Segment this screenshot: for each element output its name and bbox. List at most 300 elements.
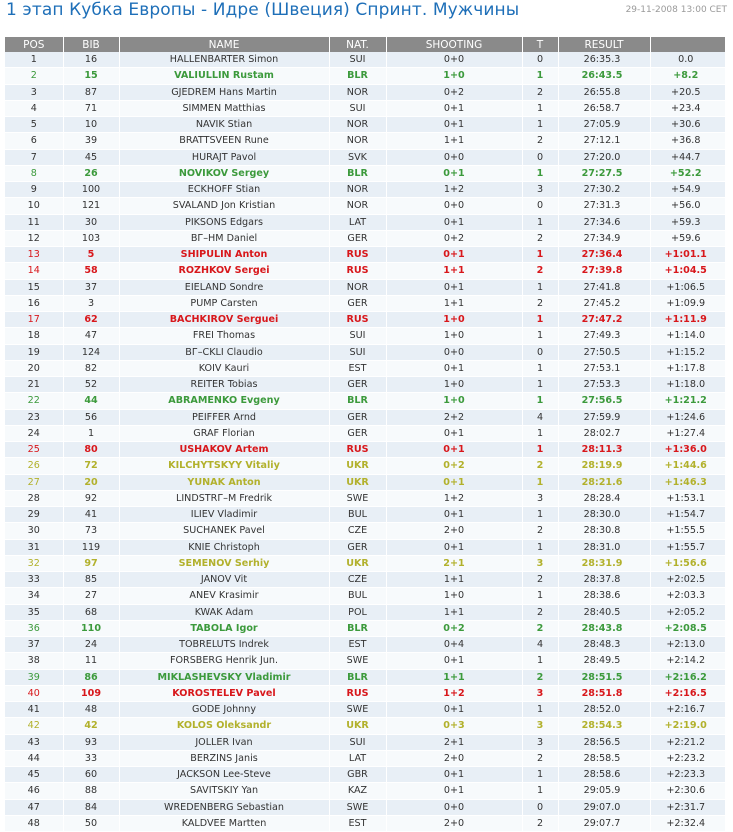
cell-result: 27:31.3 bbox=[558, 198, 650, 214]
cell-bib: 42 bbox=[63, 718, 119, 734]
cell-t: 1 bbox=[522, 442, 558, 458]
cell-result: 27:30.2 bbox=[558, 182, 650, 198]
cell-shooting: 2+0 bbox=[386, 523, 522, 539]
table-row bbox=[5, 165, 725, 181]
cell-bib: 15 bbox=[63, 68, 119, 84]
cell-name: GODE Johnny bbox=[119, 702, 329, 718]
race-date: 29-11-2008 13:00 CET bbox=[625, 5, 727, 15]
cell-shooting: 0+1 bbox=[386, 279, 522, 295]
cell-nat: RUS bbox=[329, 312, 386, 328]
cell-nat: SUI bbox=[329, 100, 386, 116]
cell-gap: +2:02.5 bbox=[650, 572, 725, 588]
table-row bbox=[5, 52, 725, 68]
cell-gap: +2:32.4 bbox=[650, 815, 725, 831]
cell-nat: SUI bbox=[329, 734, 386, 750]
cell-nat: SWE bbox=[329, 653, 386, 669]
table-row bbox=[5, 279, 725, 295]
cell-gap: +1:24.6 bbox=[650, 409, 725, 425]
cell-result: 28:58.5 bbox=[558, 750, 650, 766]
cell-result: 27:47.2 bbox=[558, 312, 650, 328]
cell-nat: BLR bbox=[329, 68, 386, 84]
cell-gap: +2:16.7 bbox=[650, 702, 725, 718]
cell-pos: 15 bbox=[5, 279, 63, 295]
table-row bbox=[5, 377, 725, 393]
cell-name: ROZHKOV Sergei bbox=[119, 263, 329, 279]
cell-t: 2 bbox=[522, 133, 558, 149]
cell-gap: +2:23.2 bbox=[650, 750, 725, 766]
table-row bbox=[5, 783, 725, 799]
table-row bbox=[5, 117, 725, 133]
cell-result: 28:51.8 bbox=[558, 685, 650, 701]
cell-name: SEMENOV Serhiy bbox=[119, 555, 329, 571]
col-header-result[interactable]: RESULT bbox=[558, 37, 650, 52]
cell-shooting: 2+1 bbox=[386, 734, 522, 750]
cell-nat: KAZ bbox=[329, 783, 386, 799]
cell-shooting: 0+2 bbox=[386, 84, 522, 100]
cell-name: JOLLER Ivan bbox=[119, 734, 329, 750]
cell-t: 3 bbox=[522, 685, 558, 701]
cell-nat: POL bbox=[329, 604, 386, 620]
cell-gap: +2:08.5 bbox=[650, 620, 725, 636]
cell-shooting: 1+0 bbox=[386, 68, 522, 84]
cell-bib: 71 bbox=[63, 100, 119, 116]
cell-name: HALLENBARTER Simon bbox=[119, 52, 329, 68]
cell-gap: +1:11.9 bbox=[650, 312, 725, 328]
cell-name: LINDSTRГ–M Fredrik bbox=[119, 490, 329, 506]
cell-gap: +1:27.4 bbox=[650, 425, 725, 441]
cell-nat: NOR bbox=[329, 182, 386, 198]
cell-shooting: 1+2 bbox=[386, 182, 522, 198]
cell-shooting: 1+0 bbox=[386, 588, 522, 604]
cell-nat: LAT bbox=[329, 214, 386, 230]
cell-shooting: 1+2 bbox=[386, 490, 522, 506]
col-header-name[interactable]: NAME bbox=[119, 37, 329, 52]
cell-name: NOVIKOV Sergey bbox=[119, 165, 329, 181]
cell-t: 1 bbox=[522, 312, 558, 328]
cell-shooting: 0+1 bbox=[386, 165, 522, 181]
cell-bib: 20 bbox=[63, 474, 119, 490]
cell-name: ВГ–НМ Daniel bbox=[119, 230, 329, 246]
cell-nat: SUI bbox=[329, 344, 386, 360]
cell-t: 3 bbox=[522, 555, 558, 571]
cell-result: 28:56.5 bbox=[558, 734, 650, 750]
cell-shooting: 2+1 bbox=[386, 555, 522, 571]
cell-result: 28:48.3 bbox=[558, 637, 650, 653]
cell-t: 1 bbox=[522, 393, 558, 409]
cell-shooting: 0+1 bbox=[386, 702, 522, 718]
cell-bib: 33 bbox=[63, 750, 119, 766]
cell-shooting: 1+1 bbox=[386, 263, 522, 279]
cell-t: 2 bbox=[522, 815, 558, 831]
cell-t: 1 bbox=[522, 117, 558, 133]
cell-result: 27:45.2 bbox=[558, 295, 650, 311]
cell-name: FREI Thomas bbox=[119, 328, 329, 344]
cell-pos: 27 bbox=[5, 474, 63, 490]
cell-shooting: 0+0 bbox=[386, 149, 522, 165]
cell-shooting: 0+1 bbox=[386, 117, 522, 133]
cell-t: 4 bbox=[522, 637, 558, 653]
cell-nat: BLR bbox=[329, 165, 386, 181]
cell-gap: +30.6 bbox=[650, 117, 725, 133]
cell-pos: 18 bbox=[5, 328, 63, 344]
cell-name: JANOV Vit bbox=[119, 572, 329, 588]
cell-gap: 0.0 bbox=[650, 52, 725, 68]
cell-shooting: 0+0 bbox=[386, 344, 522, 360]
cell-pos: 13 bbox=[5, 247, 63, 263]
cell-shooting: 0+2 bbox=[386, 620, 522, 636]
cell-result: 28:52.0 bbox=[558, 702, 650, 718]
cell-result: 26:43.5 bbox=[558, 68, 650, 84]
cell-shooting: 0+4 bbox=[386, 637, 522, 653]
cell-name: ВГ–CKLI Claudio bbox=[119, 344, 329, 360]
table-header-row bbox=[5, 37, 725, 52]
cell-nat: SWE bbox=[329, 490, 386, 506]
cell-nat: GER bbox=[329, 377, 386, 393]
cell-nat: NOR bbox=[329, 198, 386, 214]
cell-result: 26:35.3 bbox=[558, 52, 650, 68]
cell-bib: 30 bbox=[63, 214, 119, 230]
cell-result: 29:07.0 bbox=[558, 799, 650, 815]
col-header-nat[interactable]: NAT. bbox=[329, 37, 386, 52]
cell-shooting: 0+2 bbox=[386, 458, 522, 474]
cell-t: 2 bbox=[522, 295, 558, 311]
cell-name: GJEDREM Hans Martin bbox=[119, 84, 329, 100]
cell-name: KALDVEE Martten bbox=[119, 815, 329, 831]
cell-t: 0 bbox=[522, 344, 558, 360]
cell-pos: 36 bbox=[5, 620, 63, 636]
table-row bbox=[5, 198, 725, 214]
cell-t: 4 bbox=[522, 409, 558, 425]
cell-name: SHIPULIN Anton bbox=[119, 247, 329, 263]
cell-result: 28:19.9 bbox=[558, 458, 650, 474]
cell-t: 3 bbox=[522, 182, 558, 198]
cell-bib: 84 bbox=[63, 799, 119, 815]
cell-name: REITER Tobias bbox=[119, 377, 329, 393]
cell-bib: 41 bbox=[63, 507, 119, 523]
cell-name: SVALAND Jon Kristian bbox=[119, 198, 329, 214]
cell-bib: 82 bbox=[63, 360, 119, 376]
cell-name: VALIULLIN Rustam bbox=[119, 68, 329, 84]
cell-bib: 72 bbox=[63, 458, 119, 474]
cell-bib: 124 bbox=[63, 344, 119, 360]
cell-result: 27:39.8 bbox=[558, 263, 650, 279]
cell-gap: +20.5 bbox=[650, 84, 725, 100]
cell-nat: GER bbox=[329, 230, 386, 246]
cell-result: 28:31.0 bbox=[558, 539, 650, 555]
cell-nat: BUL bbox=[329, 507, 386, 523]
cell-pos: 28 bbox=[5, 490, 63, 506]
cell-gap: +2:16.5 bbox=[650, 685, 725, 701]
cell-t: 1 bbox=[522, 360, 558, 376]
cell-gap: +2:23.3 bbox=[650, 767, 725, 783]
cell-nat: BLR bbox=[329, 393, 386, 409]
table-row bbox=[5, 360, 725, 376]
cell-pos: 41 bbox=[5, 702, 63, 718]
col-header-shooting[interactable]: SHOOTING bbox=[386, 37, 522, 52]
cell-nat: SWE bbox=[329, 799, 386, 815]
cell-t: 2 bbox=[522, 669, 558, 685]
cell-result: 28:37.8 bbox=[558, 572, 650, 588]
cell-name: HURAJT Pavol bbox=[119, 149, 329, 165]
cell-pos: 45 bbox=[5, 767, 63, 783]
col-header-bib[interactable]: BIB bbox=[63, 37, 119, 52]
table-row bbox=[5, 588, 725, 604]
cell-name: JACKSON Lee-Steve bbox=[119, 767, 329, 783]
cell-result: 28:40.5 bbox=[558, 604, 650, 620]
cell-name: TOBRELUTS Indrek bbox=[119, 637, 329, 653]
cell-t: 1 bbox=[522, 767, 558, 783]
cell-gap: +1:01.1 bbox=[650, 247, 725, 263]
cell-pos: 48 bbox=[5, 815, 63, 831]
cell-bib: 39 bbox=[63, 133, 119, 149]
cell-pos: 20 bbox=[5, 360, 63, 376]
cell-t: 2 bbox=[522, 620, 558, 636]
cell-gap: +2:30.6 bbox=[650, 783, 725, 799]
cell-name: ABRAMENKO Evgeny bbox=[119, 393, 329, 409]
cell-bib: 97 bbox=[63, 555, 119, 571]
cell-result: 27:12.1 bbox=[558, 133, 650, 149]
cell-bib: 100 bbox=[63, 182, 119, 198]
cell-nat: GER bbox=[329, 409, 386, 425]
cell-result: 28:54.3 bbox=[558, 718, 650, 734]
cell-pos: 7 bbox=[5, 149, 63, 165]
cell-t: 1 bbox=[522, 165, 558, 181]
cell-t: 2 bbox=[522, 84, 558, 100]
cell-nat: UKR bbox=[329, 718, 386, 734]
cell-bib: 26 bbox=[63, 165, 119, 181]
cell-gap: +2:21.2 bbox=[650, 734, 725, 750]
cell-gap: +2:14.2 bbox=[650, 653, 725, 669]
cell-bib: 5 bbox=[63, 247, 119, 263]
cell-pos: 38 bbox=[5, 653, 63, 669]
table-row bbox=[5, 133, 725, 149]
cell-nat: UKR bbox=[329, 474, 386, 490]
cell-bib: 47 bbox=[63, 328, 119, 344]
cell-shooting: 2+2 bbox=[386, 409, 522, 425]
cell-nat: SUI bbox=[329, 52, 386, 68]
cell-result: 28:43.8 bbox=[558, 620, 650, 636]
table-row bbox=[5, 474, 725, 490]
table-row bbox=[5, 68, 725, 84]
cell-pos: 32 bbox=[5, 555, 63, 571]
cell-name: ILIEV Vladimir bbox=[119, 507, 329, 523]
cell-pos: 19 bbox=[5, 344, 63, 360]
cell-pos: 43 bbox=[5, 734, 63, 750]
table-row bbox=[5, 734, 725, 750]
cell-t: 3 bbox=[522, 734, 558, 750]
cell-t: 2 bbox=[522, 230, 558, 246]
cell-shooting: 0+0 bbox=[386, 799, 522, 815]
cell-pos: 31 bbox=[5, 539, 63, 555]
cell-gap: +1:09.9 bbox=[650, 295, 725, 311]
cell-bib: 58 bbox=[63, 263, 119, 279]
cell-shooting: 0+1 bbox=[386, 360, 522, 376]
col-header-t[interactable]: T bbox=[522, 37, 558, 52]
cell-gap: +1:55.5 bbox=[650, 523, 725, 539]
cell-shooting: 0+1 bbox=[386, 214, 522, 230]
page-header bbox=[4, 0, 729, 30]
cell-result: 28:58.6 bbox=[558, 767, 650, 783]
cell-gap: +59.6 bbox=[650, 230, 725, 246]
cell-t: 0 bbox=[522, 198, 558, 214]
cell-shooting: 0+1 bbox=[386, 653, 522, 669]
cell-result: 28:28.4 bbox=[558, 490, 650, 506]
cell-name: KOLOS Oleksandr bbox=[119, 718, 329, 734]
cell-result: 27:34.9 bbox=[558, 230, 650, 246]
cell-shooting: 1+0 bbox=[386, 312, 522, 328]
cell-pos: 22 bbox=[5, 393, 63, 409]
cell-shooting: 1+1 bbox=[386, 669, 522, 685]
cell-pos: 33 bbox=[5, 572, 63, 588]
cell-result: 28:30.0 bbox=[558, 507, 650, 523]
cell-gap: +1:36.0 bbox=[650, 442, 725, 458]
cell-name: ECKHOFF Stian bbox=[119, 182, 329, 198]
cell-t: 3 bbox=[522, 718, 558, 734]
cell-name: BACHKIROV Serguei bbox=[119, 312, 329, 328]
table-row bbox=[5, 685, 725, 701]
cell-result: 27:50.5 bbox=[558, 344, 650, 360]
cell-bib: 86 bbox=[63, 669, 119, 685]
cell-nat: UKR bbox=[329, 458, 386, 474]
cell-pos: 42 bbox=[5, 718, 63, 734]
cell-name: PUMP Carsten bbox=[119, 295, 329, 311]
cell-result: 28:51.5 bbox=[558, 669, 650, 685]
cell-shooting: 0+0 bbox=[386, 52, 522, 68]
cell-result: 27:27.5 bbox=[558, 165, 650, 181]
cell-result: 26:58.7 bbox=[558, 100, 650, 116]
cell-bib: 44 bbox=[63, 393, 119, 409]
cell-t: 1 bbox=[522, 279, 558, 295]
cell-shooting: 2+0 bbox=[386, 815, 522, 831]
cell-name: SAVITSKIY Yan bbox=[119, 783, 329, 799]
cell-bib: 60 bbox=[63, 767, 119, 783]
cell-nat: EST bbox=[329, 815, 386, 831]
cell-t: 0 bbox=[522, 52, 558, 68]
cell-name: SIMMEN Matthias bbox=[119, 100, 329, 116]
cell-pos: 12 bbox=[5, 230, 63, 246]
cell-name: KWAK Adam bbox=[119, 604, 329, 620]
cell-nat: NOR bbox=[329, 84, 386, 100]
cell-result: 29:07.7 bbox=[558, 815, 650, 831]
cell-nat: NOR bbox=[329, 117, 386, 133]
table-row bbox=[5, 669, 725, 685]
cell-bib: 87 bbox=[63, 84, 119, 100]
cell-gap: +8.2 bbox=[650, 68, 725, 84]
cell-name: FORSBERG Henrik Jun. bbox=[119, 653, 329, 669]
table-row bbox=[5, 425, 725, 441]
cell-t: 3 bbox=[522, 490, 558, 506]
cell-name: TABOLA Igor bbox=[119, 620, 329, 636]
cell-t: 2 bbox=[522, 523, 558, 539]
cell-shooting: 2+0 bbox=[386, 750, 522, 766]
table-row bbox=[5, 539, 725, 555]
cell-gap: +1:56.6 bbox=[650, 555, 725, 571]
cell-nat: NOR bbox=[329, 279, 386, 295]
cell-gap: +1:06.5 bbox=[650, 279, 725, 295]
cell-nat: GER bbox=[329, 295, 386, 311]
cell-pos: 14 bbox=[5, 263, 63, 279]
cell-t: 1 bbox=[522, 653, 558, 669]
cell-pos: 24 bbox=[5, 425, 63, 441]
cell-result: 28:21.6 bbox=[558, 474, 650, 490]
cell-shooting: 0+1 bbox=[386, 442, 522, 458]
cell-nat: LAT bbox=[329, 750, 386, 766]
table-row bbox=[5, 263, 725, 279]
cell-result: 28:02.7 bbox=[558, 425, 650, 441]
cell-nat: BLR bbox=[329, 669, 386, 685]
cell-shooting: 0+1 bbox=[386, 507, 522, 523]
cell-gap: +1:21.2 bbox=[650, 393, 725, 409]
cell-pos: 40 bbox=[5, 685, 63, 701]
cell-t: 2 bbox=[522, 458, 558, 474]
cell-bib: 88 bbox=[63, 783, 119, 799]
table-row bbox=[5, 750, 725, 766]
table-row bbox=[5, 620, 725, 636]
cell-nat: EST bbox=[329, 637, 386, 653]
cell-pos: 3 bbox=[5, 84, 63, 100]
table-row bbox=[5, 149, 725, 165]
cell-name: WREDENBERG Sebastian bbox=[119, 799, 329, 815]
cell-pos: 30 bbox=[5, 523, 63, 539]
table-row bbox=[5, 507, 725, 523]
cell-t: 1 bbox=[522, 377, 558, 393]
cell-nat: SWE bbox=[329, 702, 386, 718]
col-header-pos[interactable]: POS bbox=[5, 37, 63, 52]
table-row bbox=[5, 490, 725, 506]
cell-gap: +1:55.7 bbox=[650, 539, 725, 555]
table-row bbox=[5, 523, 725, 539]
cell-bib: 109 bbox=[63, 685, 119, 701]
cell-result: 27:20.0 bbox=[558, 149, 650, 165]
cell-nat: RUS bbox=[329, 685, 386, 701]
cell-shooting: 1+0 bbox=[386, 328, 522, 344]
cell-shooting: 1+2 bbox=[386, 685, 522, 701]
cell-shooting: 1+1 bbox=[386, 604, 522, 620]
col-header-gap bbox=[650, 37, 725, 52]
cell-result: 28:38.6 bbox=[558, 588, 650, 604]
cell-bib: 80 bbox=[63, 442, 119, 458]
cell-pos: 37 bbox=[5, 637, 63, 653]
cell-bib: 56 bbox=[63, 409, 119, 425]
cell-shooting: 0+3 bbox=[386, 718, 522, 734]
cell-nat: CZE bbox=[329, 523, 386, 539]
cell-bib: 62 bbox=[63, 312, 119, 328]
cell-bib: 37 bbox=[63, 279, 119, 295]
cell-pos: 25 bbox=[5, 442, 63, 458]
cell-name: EIELAND Sondre bbox=[119, 279, 329, 295]
cell-name: USHAKOV Artem bbox=[119, 442, 329, 458]
cell-t: 2 bbox=[522, 263, 558, 279]
cell-t: 1 bbox=[522, 68, 558, 84]
cell-result: 27:34.6 bbox=[558, 214, 650, 230]
cell-t: 2 bbox=[522, 572, 558, 588]
cell-bib: 68 bbox=[63, 604, 119, 620]
cell-bib: 27 bbox=[63, 588, 119, 604]
cell-gap: +1:44.6 bbox=[650, 458, 725, 474]
cell-pos: 44 bbox=[5, 750, 63, 766]
cell-nat: BUL bbox=[329, 588, 386, 604]
cell-bib: 92 bbox=[63, 490, 119, 506]
table-row bbox=[5, 295, 725, 311]
cell-nat: UKR bbox=[329, 555, 386, 571]
cell-bib: 10 bbox=[63, 117, 119, 133]
cell-gap: +2:19.0 bbox=[650, 718, 725, 734]
cell-shooting: 0+1 bbox=[386, 425, 522, 441]
cell-pos: 21 bbox=[5, 377, 63, 393]
cell-bib: 3 bbox=[63, 295, 119, 311]
cell-bib: 85 bbox=[63, 572, 119, 588]
cell-pos: 47 bbox=[5, 799, 63, 815]
